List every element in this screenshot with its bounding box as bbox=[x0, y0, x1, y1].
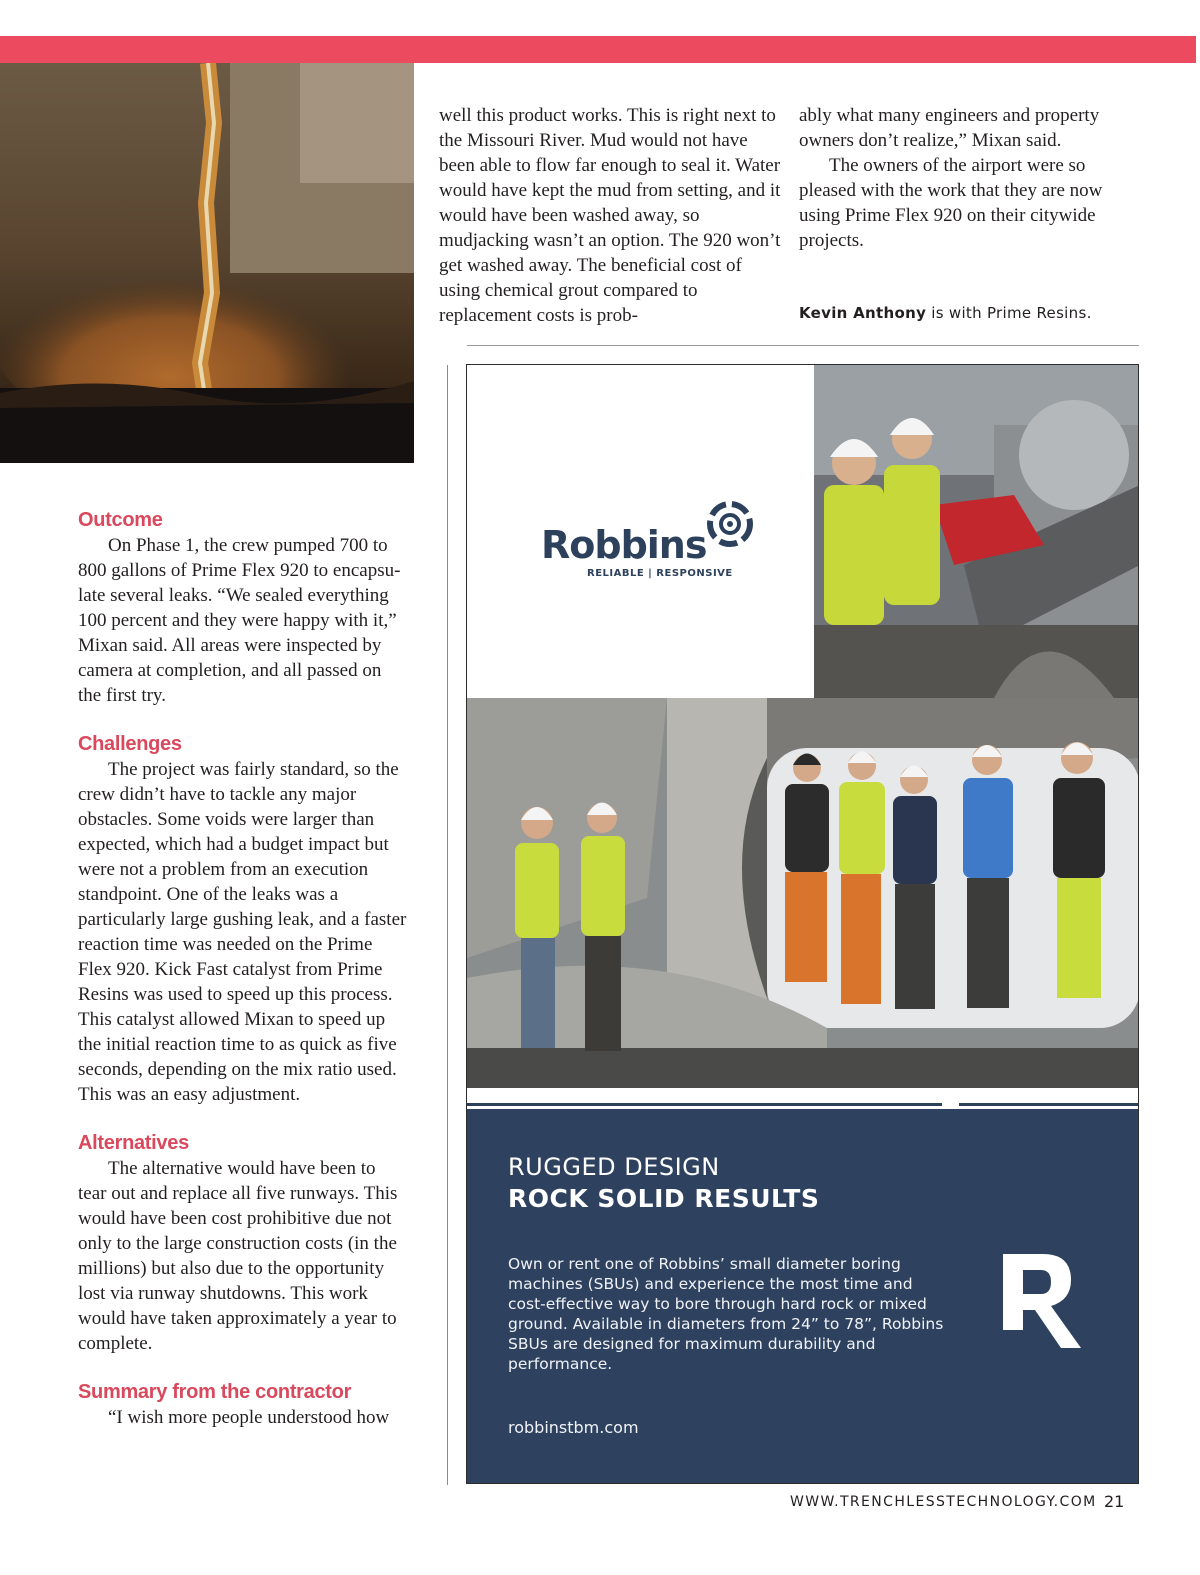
page-number: 21 bbox=[1104, 1492, 1125, 1511]
section-heading: Summary from the contractor bbox=[78, 1381, 352, 1403]
article-paragraph: The owners of the airport were so pleased with the work that they are now using Prime Flex 920 on their citywide projects. bbox=[799, 155, 1103, 251]
section-text: “I wish more people understood how bbox=[108, 1407, 390, 1428]
article-paragraph: ably what many engineers and property owners don’t realize,” Mixan said. bbox=[799, 105, 1100, 151]
robbins-advertisement[interactable] bbox=[466, 364, 1139, 1484]
grout-crack-photo bbox=[0, 63, 414, 463]
article-middle-column bbox=[439, 103, 784, 328]
section-summary bbox=[78, 1380, 408, 1430]
robbins-cutterhead-icon bbox=[703, 497, 757, 551]
author-name: Kevin Anthony bbox=[799, 304, 927, 322]
footer-website: WWW.TRENCHLESSTECHNOLOGY.COM bbox=[790, 1494, 1097, 1510]
ad-website-link[interactable]: robbinstbm.com bbox=[508, 1418, 639, 1437]
ad-copy-panel bbox=[467, 1109, 1139, 1484]
section-text: On Phase 1, the crew pumped 700 to 800 gallons of Prime Flex 920 to encapsulate several leaks. “We sealed everything 100 percent and they were happy with it,” Mixan said. All areas were inspected by camera at completion, and all passed on the first try. bbox=[78, 535, 401, 706]
section-challenges bbox=[78, 732, 408, 1107]
tunnel-crew-photo bbox=[467, 698, 1139, 1088]
column-divider-horizontal bbox=[467, 345, 1139, 346]
section-text: The alternative would have been to tear out and replace all five runways. This would have been cost prohibitive due not only to the large construction costs (in the millions) but also due to the opportunity lost via runway shutdowns. This work would have taken approximately a year to complete. bbox=[78, 1158, 398, 1354]
ad-headline-primary: RUGGED DESIGN bbox=[508, 1153, 720, 1181]
robbins-logo-text: Robbins bbox=[541, 523, 707, 567]
article-right-column bbox=[799, 103, 1139, 324]
article-paragraph: well this product works. This is right next to the Missouri River. Mud would not have been able to flow far enough to seal it. Water would have kept the mud from setting, and it would have been washed away, so mudjacking wasn’t an option. The 920 won’t get washed away. The beneficial cost of using chemical grout compared to replacement costs is prob- bbox=[439, 105, 781, 326]
robbins-r-logo-icon bbox=[1003, 1254, 1081, 1348]
article-left-column bbox=[78, 508, 408, 1454]
section-heading: Alternatives bbox=[78, 1132, 189, 1154]
ad-rule-lines bbox=[467, 1103, 1139, 1106]
author-byline bbox=[799, 302, 1139, 324]
column-divider-vertical bbox=[447, 365, 448, 1485]
ad-rule-right bbox=[959, 1103, 1139, 1106]
ad-body-text: Own or rent one of Robbins’ small diameter boring machines (SBUs) and experience the most time and cost-effective way to bore through hard rock or mixed ground. Available in diameters from 24” to 78”, Robbins SBUs are designed for maximum durability and performance. bbox=[508, 1255, 944, 1373]
section-heading: Challenges bbox=[78, 733, 182, 755]
section-text: The project was fairly standard, so the crew didn’t have to tackle any major obstacles. Some voids were larger than expected, which had a budget impact but were not a problem from an execution standpoint. One of the leaks was a particularly large gushing leak, and a faster reaction time was needed on the Prime Flex 920. Kick Fast catalyst from Prime Resins was used to speed up this process. This catalyst allowed Mixan to speed up the initial reaction time to as quick as five seconds, depending on the mix ratio used. This was an easy adjustment. bbox=[78, 759, 407, 1105]
section-heading: Outcome bbox=[78, 509, 163, 531]
ad-logo-panel bbox=[467, 365, 814, 698]
section-outcome bbox=[78, 508, 408, 708]
author-affiliation: is with Prime Resins. bbox=[926, 304, 1092, 322]
ad-rule-left bbox=[467, 1103, 942, 1106]
ad-headline-secondary: ROCK SOLID RESULTS bbox=[508, 1184, 820, 1213]
header-accent-bar bbox=[0, 36, 1196, 63]
robbins-logo-tagline: RELIABLE | RESPONSIVE bbox=[587, 568, 733, 579]
section-alternatives bbox=[78, 1131, 408, 1356]
tbm-workers-photo bbox=[814, 365, 1139, 698]
